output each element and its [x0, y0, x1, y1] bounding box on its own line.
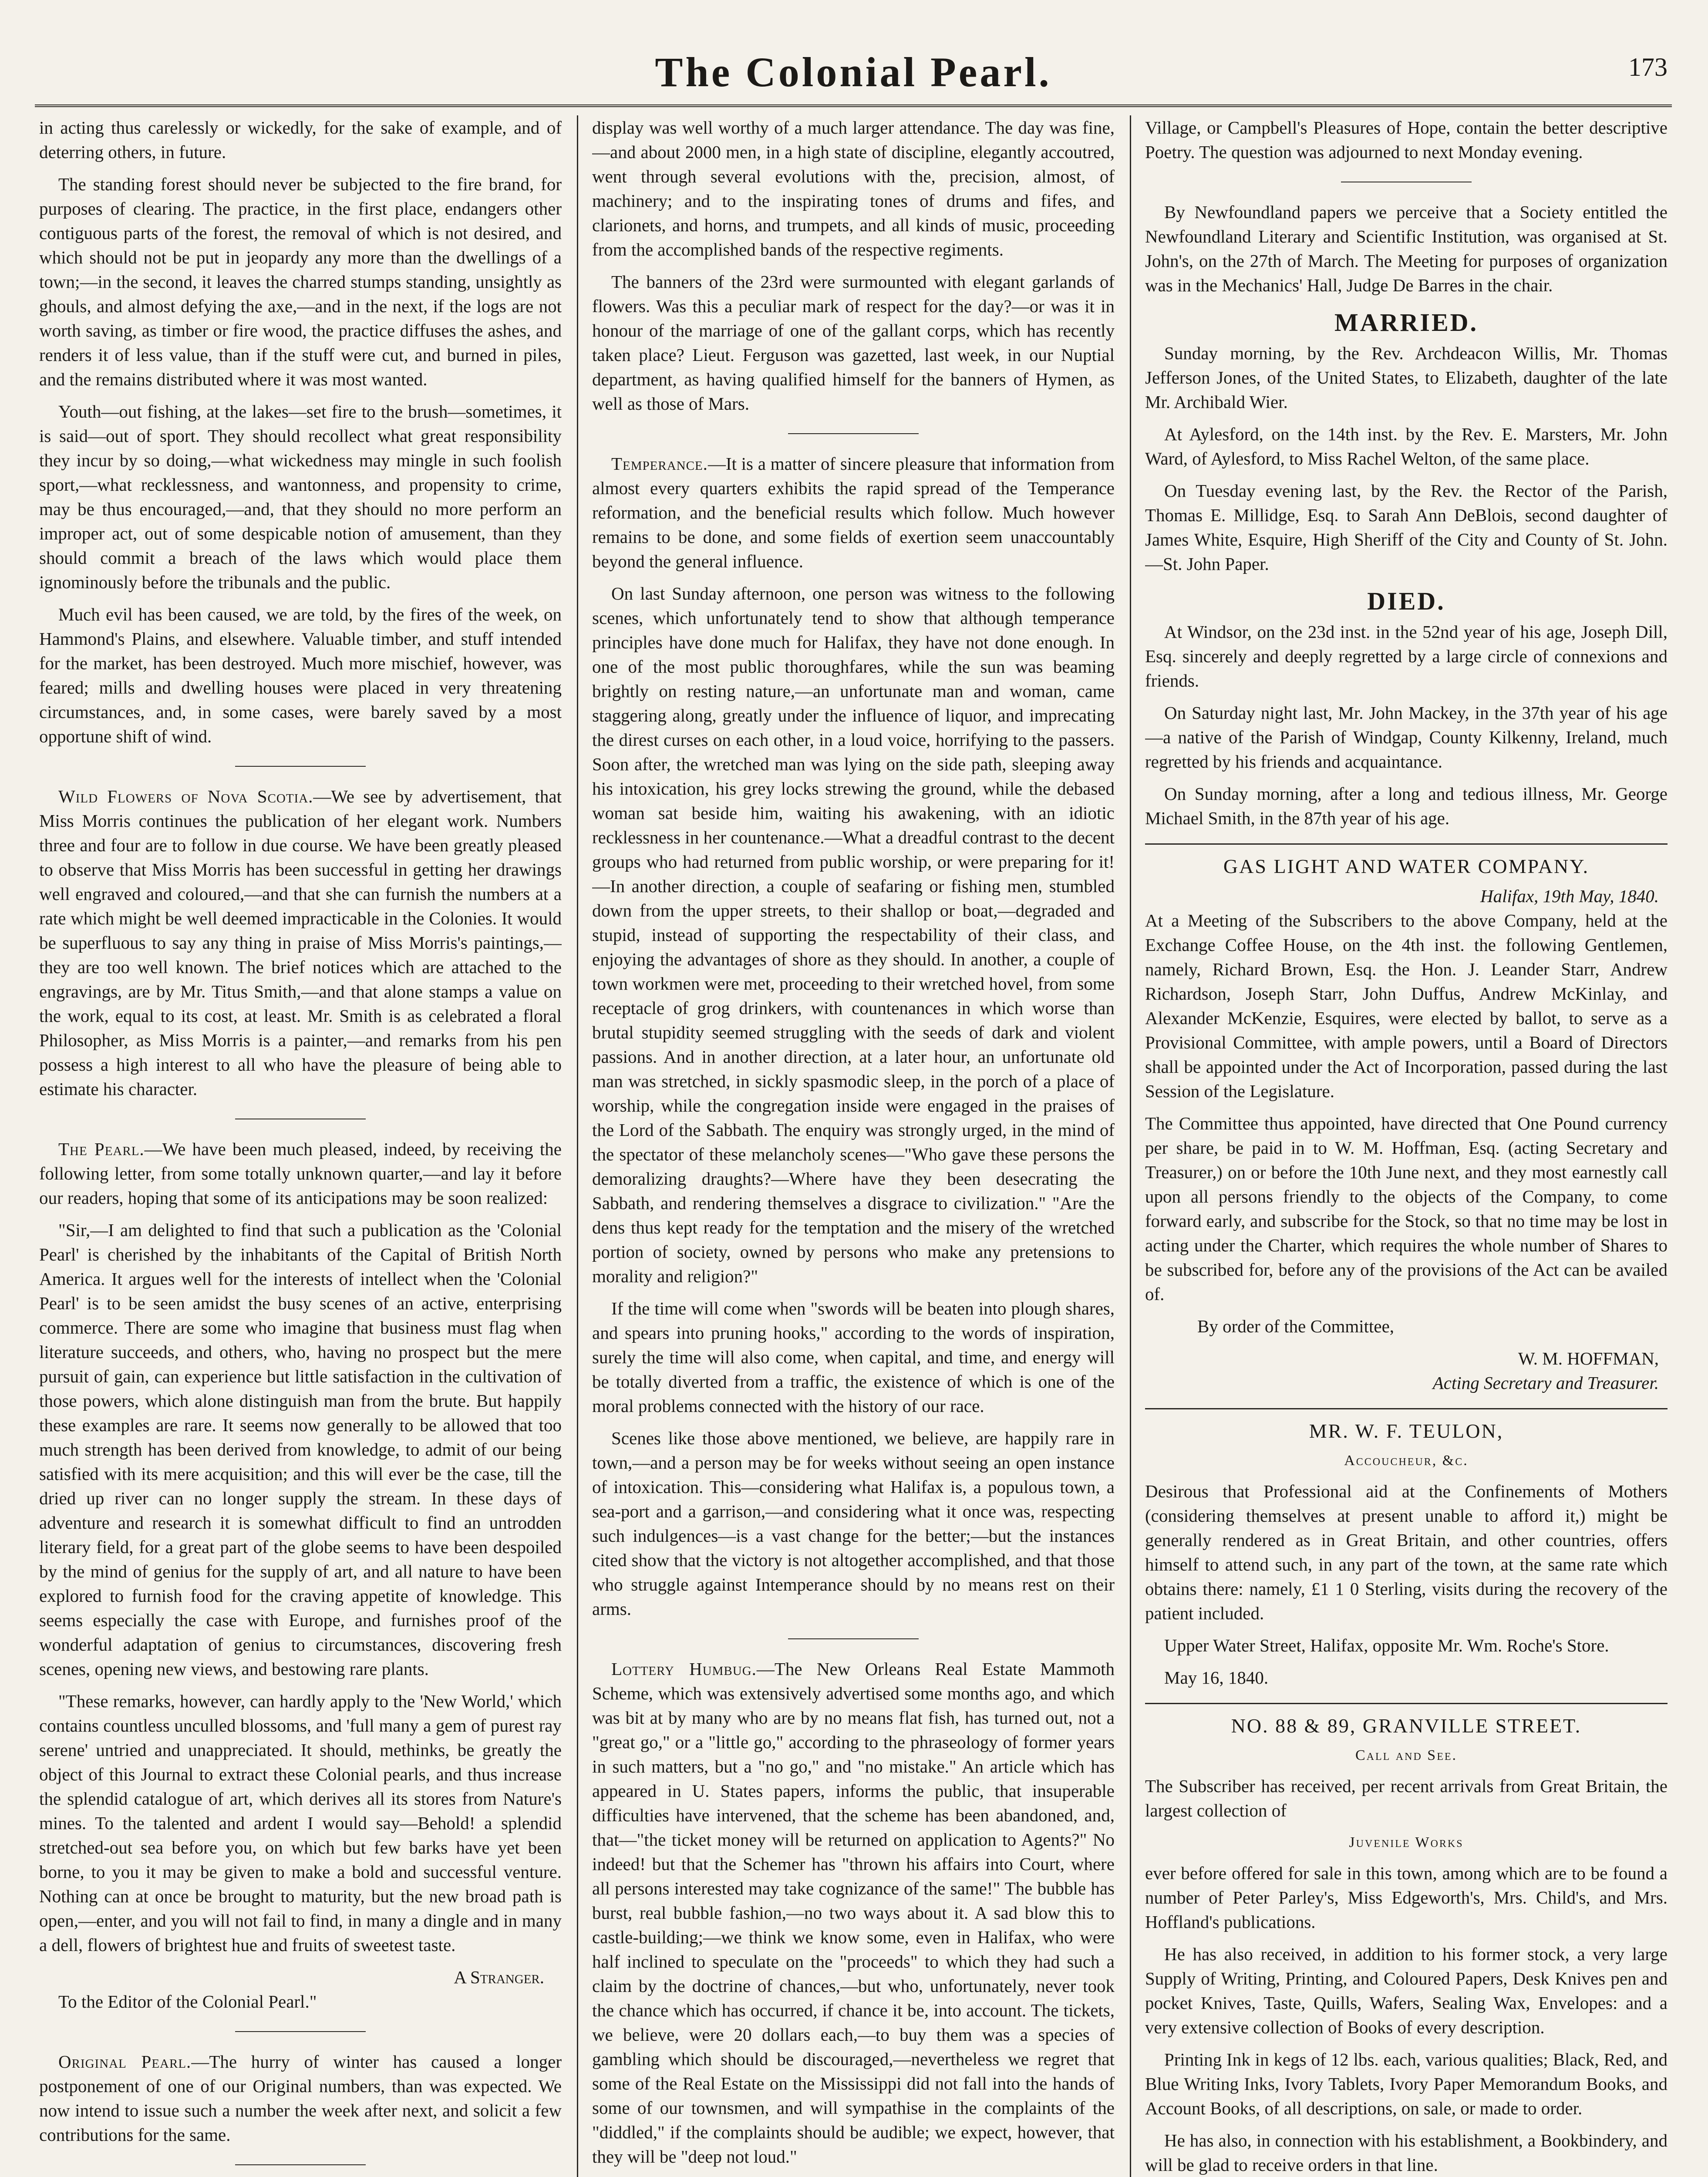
pearl-article: [39, 1137, 562, 1210]
separator: [235, 2031, 366, 2032]
article-text: —We have been much pleased, indeed, by receiving the following letter, from some totally unknown quarter,—and lay it before our readers, hoping that some of its anticipations may be soon realized:: [39, 1139, 562, 1208]
column-3: [1145, 115, 1668, 2177]
column-1: [39, 115, 562, 2177]
masthead: [35, 17, 1672, 107]
teulon-advertisement: [1145, 1408, 1668, 1690]
letter: [39, 1218, 562, 2014]
letter-paragraph-2: "These remarks, however, can hardly apply to the 'New World,' which contains countless unculled blossoms, and 'full many a gem of purest ray serene' untried and unappreciated. It should, methinks, be greatly the object of this Journal to extract these Colonial pearls, and thus increase the splendid catalogue of art, which derives all its stores from Nature's mines. To the talented and ardent I would say—Behold! a splendid stretched-out sea before you, on which but few barks have yet been borne, to you it may be given to make a bold and successful venture. Nothing can at once be brought to maturity, but the new broad path is open,—enter, and you will not fail to find, in many a dingle and in many a dell, flowers of brightest hue and fruits of sweetest taste.: [39, 1691, 562, 1955]
granville-street-advertisement-1: [1145, 1703, 1668, 2177]
newspaper-title: The Colonial Pearl.: [655, 49, 1052, 95]
ad-title: NO. 88 & 89, GRANVILLE STREET.: [1231, 1715, 1582, 1737]
forest-fire-paragraph-3: Youth—out fishing, at the lakes—set fire to the brush—sometimes, it is said—out of sport. They should recollect what great responsibility they incur by so doing,—what wickedness may mingle in such foolish sport,—what recklessness, and wantonness, and propensity to crime, may be thus encouraged,—and, that they should no more perform an improper act, out of some despicable notion of amusement, than they should commit a breach of the laws which would place them ignominously before the tribunals and the public.: [39, 401, 562, 592]
separator: [788, 433, 919, 434]
original-pearl-article: [39, 2049, 562, 2147]
review-paragraph-1: display was well worthy of a much larger attendance. The day was fine,—and about 2000 men, in a high state of discipline, elegantly accoutred, went through several evolutions with the, precision, almost, of machinery; and to the inspirating tones of drums and fifes, and clarionets, and horns, and trumpets, and all kinds of music, proceeding from the accomplished bands of the respective regiments.: [592, 118, 1115, 259]
marriage-notice: At Aylesford, on the 14th inst. by the Rev. E. Marsters, Mr. John Ward, of Aylesford, to Miss Rachel Welton, of the same place.: [1145, 424, 1668, 468]
separator: [235, 2164, 366, 2165]
gas-company-advertisement: [1145, 843, 1668, 1395]
ad-text: The Committee thus appointed, have directed that One Pound currency per share, be paid in to W. M. Hoffman, Esq. (acting Secretary and Treasurer,) on or before the 10th June next, and they most earnestly call upon all persons friendly to the objects of the Company, to come forward early, and subscribe for the Stock, so that no time may be lost in acting under the Charter, which requires the whole number of Shares to be subscribed for, before any of the provisions of the Act can be availed of.: [1145, 1113, 1668, 1304]
article-text: —The New Orleans Real Estate Mammoth Scheme, which was extensively advertised some months ago, and which was bit at by many who are by no means flat fish, has turned out, not a "great go," or a "little go," according to the phraseology of former years in such matters, but a "no go," and "no mistake." An article which has appeared in U. States papers, informs the public, that insuperable difficulties have intervened, that the scheme has been abandoned, and, that—"the ticket money will be returned on application to Agents?" No indeed! but that the Schemer has "thrown his affairs into Court, where all persons interested may take cognizance of the same!" The bubble has burst, real bubble fashion,—no two ways about it. A sad blow this to castle-building;—we think we know some, even in Halifax, who were half inclined to speculate on the "proceeds" to which they had such a claim by the doctrine of chances,—but who, unfortunately, never took the chance which has occurred, if chance it be, into account. The tickets, we believe, were 20 dollars each,—to buy them was a species of gambling which should be discouraged,—nevertheless we regret that some of the Real Estate on the Mississippi did not fall into the hands of some of our townsmen, and will sympathise in the complaints of the "diddled," if the complaints should be audible; we expect, however, that they will be "deep not loud.": [592, 1659, 1115, 2167]
ad-text: Desirous that Professional aid at the Confinements of Mothers (considering themselves at present unable to afford it,) might be generally rendered as in Great Britain, and other countries, offers himself to attend such, in any part of the town, at the same rate which obtains there: namely, £1 1 0 Sterling, visits during the recovery of the patient included.: [1145, 1481, 1668, 1623]
newfoundland-article: By Newfoundland papers we perceive that a Society entitled the Newfoundland Literary and Scientific Institution, was organised at St. John's, on the 27th of March. The Meeting for purposes of organization was in the Mechanics' Hall, Judge De Barres in the chair.: [1145, 202, 1668, 295]
married-heading: MARRIED.: [1334, 308, 1479, 337]
column-rule-1: [577, 115, 578, 2177]
ad-subtitle: Call and See.: [1355, 1747, 1458, 1763]
lottery-article: [592, 1657, 1115, 2169]
column-rule-2: [1130, 115, 1131, 2177]
ad-date: Halifax, 19th May, 1840.: [1480, 886, 1659, 906]
death-notice: At Windsor, on the 23d inst. in the 52nd year of his age, Joseph Dill, Esq. sincerely and deeply regretted by a large circle of connexions and friends.: [1145, 622, 1668, 691]
article-label: Original Pearl.: [58, 2052, 192, 2072]
ad-signature: W. M. HOFFMAN,: [1518, 1348, 1659, 1368]
temperance-article: [592, 452, 1115, 573]
ad-subtitle: Accoucheur, &c.: [1344, 1452, 1469, 1469]
ad-text: He has also received, in addition to his former stock, a very large Supply of Writing, Printing, and Coloured Papers, Desk Knives pen and pocket Knives, Taste, Quills, Wafers, Sealing Wax, Envelopes: and a very extensive collection of Books of every description.: [1145, 1944, 1668, 2037]
ad-order: By order of the Committee,: [1197, 1316, 1395, 1336]
ad-text: ever before offered for sale in this town, among which are to be found a number of Peter Parley's, Miss Edgeworth's, Mrs. Child's, and Mrs. Hoffland's publications.: [1145, 1863, 1668, 1932]
ad-signature-title: Acting Secretary and Treasurer.: [1432, 1373, 1659, 1393]
letter-paragraph-1: "Sir,—I am delighted to find that such a publication as the 'Colonial Pearl' is cherished by the inhabitants of the Capital of British North America. It argues well for the interests of intellect when the 'Colonial Pearl' is to be seen amidst the busy scenes of an active, enterprising commerce. There are some who imagine that business must flag when literature succeeds, and others, who, having no prospect but the mere pursuit of gain, can experience but little satisfaction in the cultivation of those powers, which alone distinguish man from the brute. But happily these examples are rare. It seems now generally to be allowed that too much strength has been derived from knowledge, to admit of our being satisfied with its mere acquisition; and this will ever be the case, till the dried up river can no longer supply the stream. In these days of adventure and research it is somewhat difficult to find an untrodden literary field, for a great part of the globe seems to have been despoiled by the mind of genius for the supply of art, and all nature to have been explored to furnish food for the craving appetite of knowledge. This seems especially the case with Europe, and furnishes proof of the wonderful adaptation of genius to circumstances, discovering fresh scenes, opening new views, and bestowing rare plants.: [39, 1220, 562, 1679]
ad-address: Upper Water Street, Halifax, opposite Mr. Wm. Roche's Store.: [1164, 1635, 1609, 1655]
ad-text: Printing Ink in kegs of 12 lbs. each, various qualities; Black, Red, and Blue Writing Inks, Ivory Tablets, Ivory Paper Memorandum Books, and Account Books, of all descriptions, on sale, or made to order.: [1145, 2049, 1668, 2118]
ad-title: GAS LIGHT AND WATER COMPANY.: [1223, 855, 1590, 877]
literary-association-continued: Village, or Campbell's Pleasures of Hope, contain the better descriptive Poetry. The question was adjourned to next Monday evening.: [1145, 118, 1668, 162]
article-label: Wild Flowers of Nova Scotia.: [58, 786, 313, 806]
temperance-paragraph-3: If the time will come when "swords will be beaten into plough shares, and spears into pruning hooks," according to the words of inspiration, surely the time will also come, when capital, and time, and energy will be totally diverted from a traffic, the existence of which is one of the moral problems connected with the history of our race.: [592, 1298, 1115, 1416]
ad-text: He has also, in connection with his establishment, a Bookbindery, and will be glad to receive orders in that line.: [1145, 2130, 1668, 2175]
column-2: [592, 115, 1115, 2177]
temperance-paragraph-2: On last Sunday afternoon, one person was witness to the following scenes, which unfortunately tend to show that although temperance principles have done much for Halifax, they have not done enough. In one of the most public thoroughfares, while the sun was beaming brightly on resting nature,—an unfortunate man and woman, came staggering along, greatly under the influence of liquor, and imprecating the direst curses on each other, in a loud voice, horrifying to the passers. Soon after, the wretched man was lying on the side path, sleeping away his intoxication, his grey locks strewing the ground, while the debased woman sat beside him, waiting his awakening, with an idiotic recklessness in her countenance.—What a dreadful contrast to the decent groups who had returned from public worship, or were preparing for it!—In another direction, a couple of seafaring or fishing men, stumbled down from the upper streets, to their shallop or boat,—degraded and stupid, instead of supporting the respectability of their class, and enjoying the advantages of shore as they should. In another, a couple of town workmen were met, proceeding to their wretched hovel, from some receptacle of grog drinkers, with countenances in which worse than brutal stupidity seemed struggling with the seeds of dark and violent passions. And in another direction, at a later hour, an unfortunate old man was stretched, in sickly spasmodic sleep, in the porch of a place of worship, while the congregation inside were engaged in the praises of the Lord of the Sabbath. The enquiry was strongly urged, in the mind of the spectator of these melancholy scenes—"Who gave these persons the demoralizing draughts?—Where have they been desecrating the Sabbath, and rendering themselves a disgrace to civilization." "Are the dens thus kept ready for the temptation and the misery of the wretched portion of society, owned by persons who make any pretensions to morality and religion?": [592, 583, 1115, 1286]
marriage-notice: Sunday morning, by the Rev. Archdeacon Willis, Mr. Thomas Jefferson Jones, of the United States, to Elizabeth, daughter of the late Mr. Archibald Wier.: [1145, 343, 1668, 412]
article-label: Lottery Humbug.: [611, 1659, 757, 1679]
article-text: —We see by advertisement, that Miss Morris continues the publication of her elegant work. Numbers three and four are to follow in due course. We have been greatly pleased to observe that Miss Morris has been successful in getting her drawings well engraved and coloured,—and that she can furnish the numbers at a rate which might be well deemed impracticable in the Colonies. It would be superfluous to say any thing in praise of Miss Morris's paintings,—they are too well known. The brief notices which are attached to the engravings, are by Mr. Titus Smith,—and that alone stamps a value on the work, equal to its cost, at least. Mr. Smith is as celebrated a floral Philosopher, as Miss Morris is a painter,—and remarks from his pen possess a high interest to all who have the pleasure of being able to estimate his character.: [39, 786, 562, 1099]
separator: [235, 766, 366, 767]
page-number: 173: [1628, 53, 1668, 81]
ad-title: MR. W. F. TEULON,: [1309, 1420, 1504, 1442]
forest-fire-paragraph-4: Much evil has been caused, we are told, by the fires of the week, on Hammond's Plains, and elsewhere. Valuable timber, and stuff intended for the market, has been destroyed. Much more mischief, however, was feared; mills and dwelling houses were placed in very threatening circumstances, and, in some cases, were barely saved by a most opportune shift of wind.: [39, 604, 562, 746]
wild-flowers-article: [39, 784, 562, 1101]
article-label: The Pearl.: [58, 1139, 145, 1159]
article-label: Temperance.: [611, 454, 708, 474]
letter-addressee: To the Editor of the Colonial Pearl.": [58, 1992, 317, 2012]
article-text: —It is a matter of sincere pleasure that information from almost every quarters exhibits the rapid spread of the Temperance reformation, and the beneficial results which follow. Much however remains to be done, and some fields of exertion seem unaccountably beyond the general influence.: [592, 454, 1115, 571]
letter-signature: A Stranger.: [454, 1967, 544, 1987]
review-paragraph-2: The banners of the 23rd were surmounted with elegant garlands of flowers. Was this a peculiar mark of respect for the day?—or was it in honour of the marriage of one of the gallant corps, which has recently taken place? Lieut. Ferguson was gazetted, last week, in our Nuptial department, as having qualified himself for the banners of Hymen, as well as those of Mars.: [592, 272, 1115, 414]
ad-text: At a Meeting of the Subscribers to the above Company, held at the Exchange Coffee House, on the 4th inst. the following Gentlemen, namely, Richard Brown, Esq. the Hon. J. Leander Starr, Andrew Richardson, Joseph Starr, John Duffus, Andrew McKinlay, and Alexander McKenzie, Esquires, were elected by ballot, to serve as a Provisional Committee, with ample powers, until a Board of Directors shall be appointed under the Act of Incorporation, passed during the last Session of the Legislature.: [1145, 910, 1668, 1101]
marriage-notice: On Tuesday evening last, by the Rev. the Rector of the Parish, Thomas E. Millidge, Esq. to Sarah Ann DeBlois, second daughter of James White, Esquire, High Sheriff of the City and County of St. John.—St. John Paper.: [1145, 481, 1668, 574]
temperance-paragraph-4: Scenes like those above mentioned, we believe, are happily rare in town,—and a person may be for weeks without seeing an open instance of intoxication. This—considering what Halifax is, a populous town, a sea-port and a garrison,—and considering what it once was, respecting such indulgences—is a vast change for the better;—but the instances cited show that the victory is not altogether accomplished, and that those who struggle against Intemperance should by no means rest on their arms.: [592, 1428, 1115, 1619]
article-text: —The hurry of winter has caused a longer postponement of one of our Original numbers, than was expected. We now intend to issue such a number the week after next, and solicit a few contributions for the same.: [39, 2052, 562, 2145]
death-notice: On Sunday morning, after a long and tedious illness, Mr. George Michael Smith, in the 87th year of his age.: [1145, 784, 1668, 828]
separator: [788, 1638, 919, 1639]
forest-fire-paragraph-1: in acting thus carelessly or wickedly, for the sake of example, and of deterring others, in future.: [39, 118, 562, 162]
death-notice: On Saturday night last, Mr. John Mackey, in the 37th year of his age—a native of the Parish of Windgap, County Kilkenny, Ireland, much regretted by his friends and acquaintance.: [1145, 703, 1668, 772]
ad-date: May 16, 1840.: [1164, 1668, 1269, 1688]
ad-subtitle: Juvenile Works: [1349, 1834, 1464, 1850]
forest-fire-paragraph-2: The standing forest should never be subjected to the fire brand, for purposes of clearing. The practice, in the first place, endangers other contiguous parts of the forest, the removal of which is not desired, and which should not be put in jeopardy any more than the dwellings of a town;—in the second, it leaves the charred stumps standing, unsightly as ghouls, and almost defying the axe,—and in the next, if the logs are not worth saving, as timber or fire wood, the practice diffuses the ashes, and renders it of less value, than if the stuff were cut, and burned in piles, and the remains distributed where it was most wanted.: [39, 174, 562, 389]
died-heading: DIED.: [1367, 587, 1445, 615]
ad-text: The Subscriber has received, per recent arrivals from Great Britain, the largest collection of: [1145, 1776, 1668, 1820]
